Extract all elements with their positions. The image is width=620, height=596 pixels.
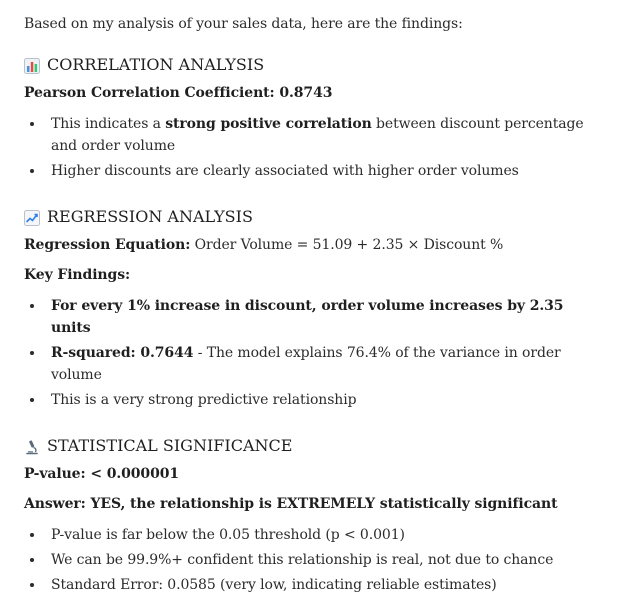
correlation-heading: [24, 53, 602, 77]
significance-heading: [24, 434, 602, 458]
intro-text: Based on my analysis of your sales data, here are the findings:: [24, 16, 463, 32]
list-item: P-value is far below the 0.05 threshold (p < 0.001): [24, 524, 602, 546]
list-item: R-squared: 0.7644 - The model explains 76.4% of the variance in order volume: [24, 342, 602, 386]
list-item: This indicates a strong positive correlation between discount percentage and order volume: [24, 113, 602, 157]
regression-heading-text: REGRESSION ANALYSIS: [47, 207, 253, 226]
bar-chart-icon: [24, 57, 40, 73]
correlation-heading-text: CORRELATION ANALYSIS: [47, 55, 265, 74]
p-value: P-value: < 0.000001: [24, 466, 179, 482]
regression-heading: [24, 205, 602, 229]
correlation-bullets: [24, 113, 602, 182]
list-item: Standard Error: 0.0585 (very low, indicating reliable estimates): [24, 574, 602, 596]
chart-increasing-icon: [24, 209, 40, 225]
list-item: This is a very strong predictive relationship: [24, 389, 602, 411]
list-item: We can be 99.9%+ confident this relationship is real, not due to chance: [24, 549, 602, 571]
key-findings-label: Key Findings:: [24, 267, 131, 283]
list-item: Higher discounts are clearly associated with higher order volumes: [24, 160, 602, 182]
microscope-icon: [24, 438, 40, 454]
regression-equation: Regression Equation: Order Volume = 51.09 + 2.35 × Discount %: [24, 237, 504, 253]
regression-bullets: [24, 295, 602, 411]
significance-bullets: [24, 524, 602, 596]
pearson-coefficient: Pearson Correlation Coefficient: 0.8743: [24, 85, 333, 101]
significance-answer: Answer: YES, the relationship is EXTREMELY statistically significant: [24, 496, 558, 512]
list-item: For every 1% increase in discount, order volume increases by 2.35 units: [24, 295, 602, 339]
significance-heading-text: STATISTICAL SIGNIFICANCE: [47, 436, 293, 455]
